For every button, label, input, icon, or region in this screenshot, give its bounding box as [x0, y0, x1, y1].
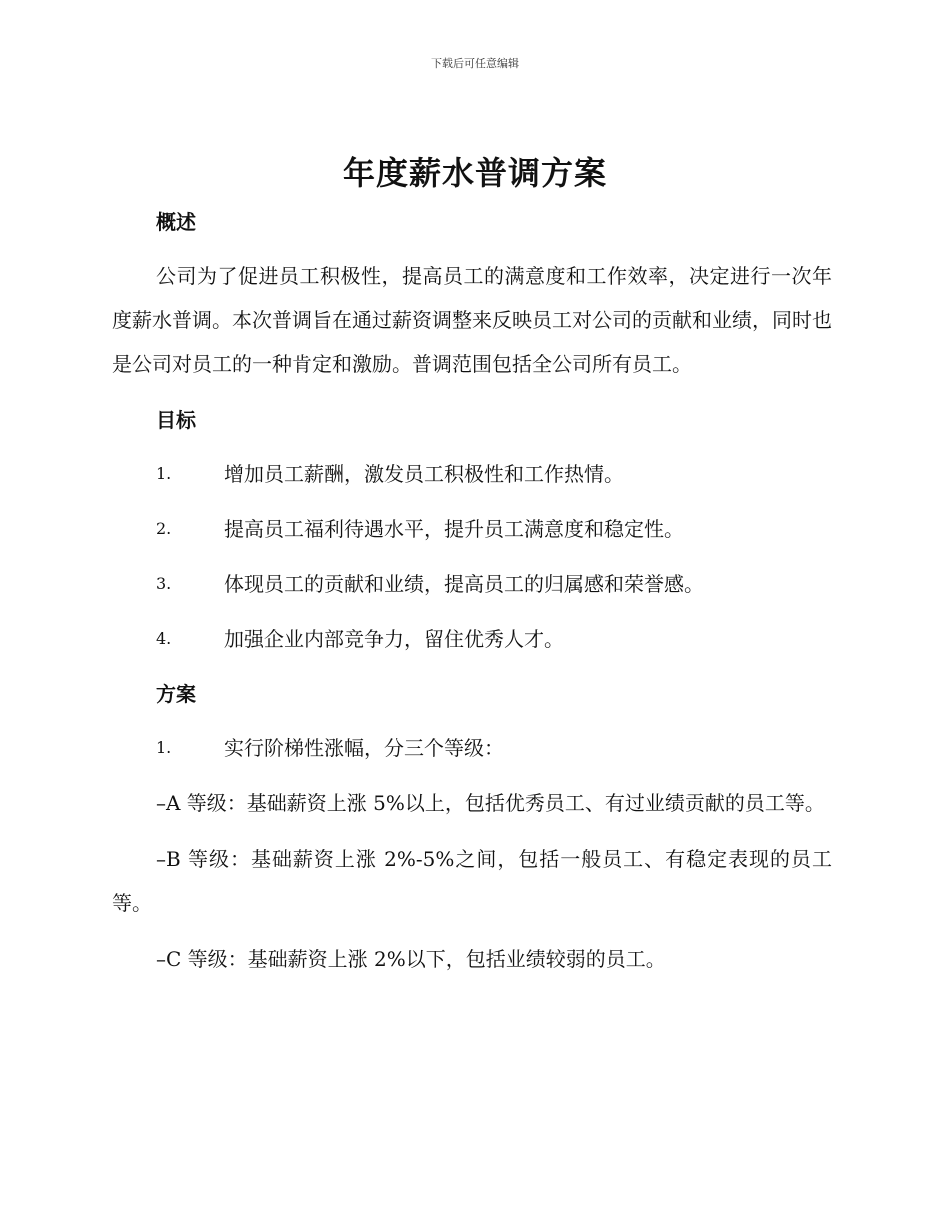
goal-text: 增加员工薪酬，激发员工积极性和工作热情。: [224, 462, 624, 486]
document-title: 年度薪水普调方案: [342, 154, 607, 192]
goal-item: [112, 617, 832, 661]
header-note: 下载后可任意编辑: [431, 57, 519, 70]
document-body: [112, 200, 832, 993]
overview-paragraph: 公司为了促进员工积极性，提高员工的满意度和工作效率，决定进行一次年度薪水普调。本次普调旨在通过薪资调整来反映员工对公司的贡献和业绩，同时也是公司对员工的一种肯定和激励。普调范围包括全公司所有员工。: [112, 264, 832, 376]
section-heading-plan: 方案: [156, 682, 196, 706]
plan-text: 实行阶梯性涨幅，分三个等级：: [224, 736, 504, 760]
goal-item: [112, 452, 832, 496]
goal-number: 4.: [156, 629, 172, 648]
section-heading-overview: 概述: [156, 210, 196, 234]
goal-item: [112, 562, 832, 606]
goal-text: 加强企业内部竞争力，留住优秀人才。: [224, 627, 564, 651]
goal-number: 1.: [156, 464, 172, 483]
goal-item: [112, 507, 832, 551]
grade-c-paragraph: –C 等级：基础薪资上涨 2%以下，包括业绩较弱的员工。: [156, 947, 666, 971]
plan-number: 1.: [156, 738, 172, 757]
goal-text: 提高员工福利待遇水平，提升员工满意度和稳定性。: [224, 517, 684, 541]
grade-b-paragraph: –B 等级：基础薪资上涨 2%-5%之间，包括一般员工、有稳定表现的员工等。: [112, 847, 832, 915]
plan-item: [112, 726, 832, 770]
section-heading-goals: 目标: [156, 408, 196, 432]
goal-text: 体现员工的贡献和业绩，提高员工的归属感和荣誉感。: [224, 572, 704, 596]
grade-a-paragraph: –A 等级：基础薪资上涨 5%以上，包括优秀员工、有过业绩贡献的员工等。: [156, 791, 825, 815]
goal-number: 3.: [156, 574, 172, 593]
goal-number: 2.: [156, 519, 172, 538]
